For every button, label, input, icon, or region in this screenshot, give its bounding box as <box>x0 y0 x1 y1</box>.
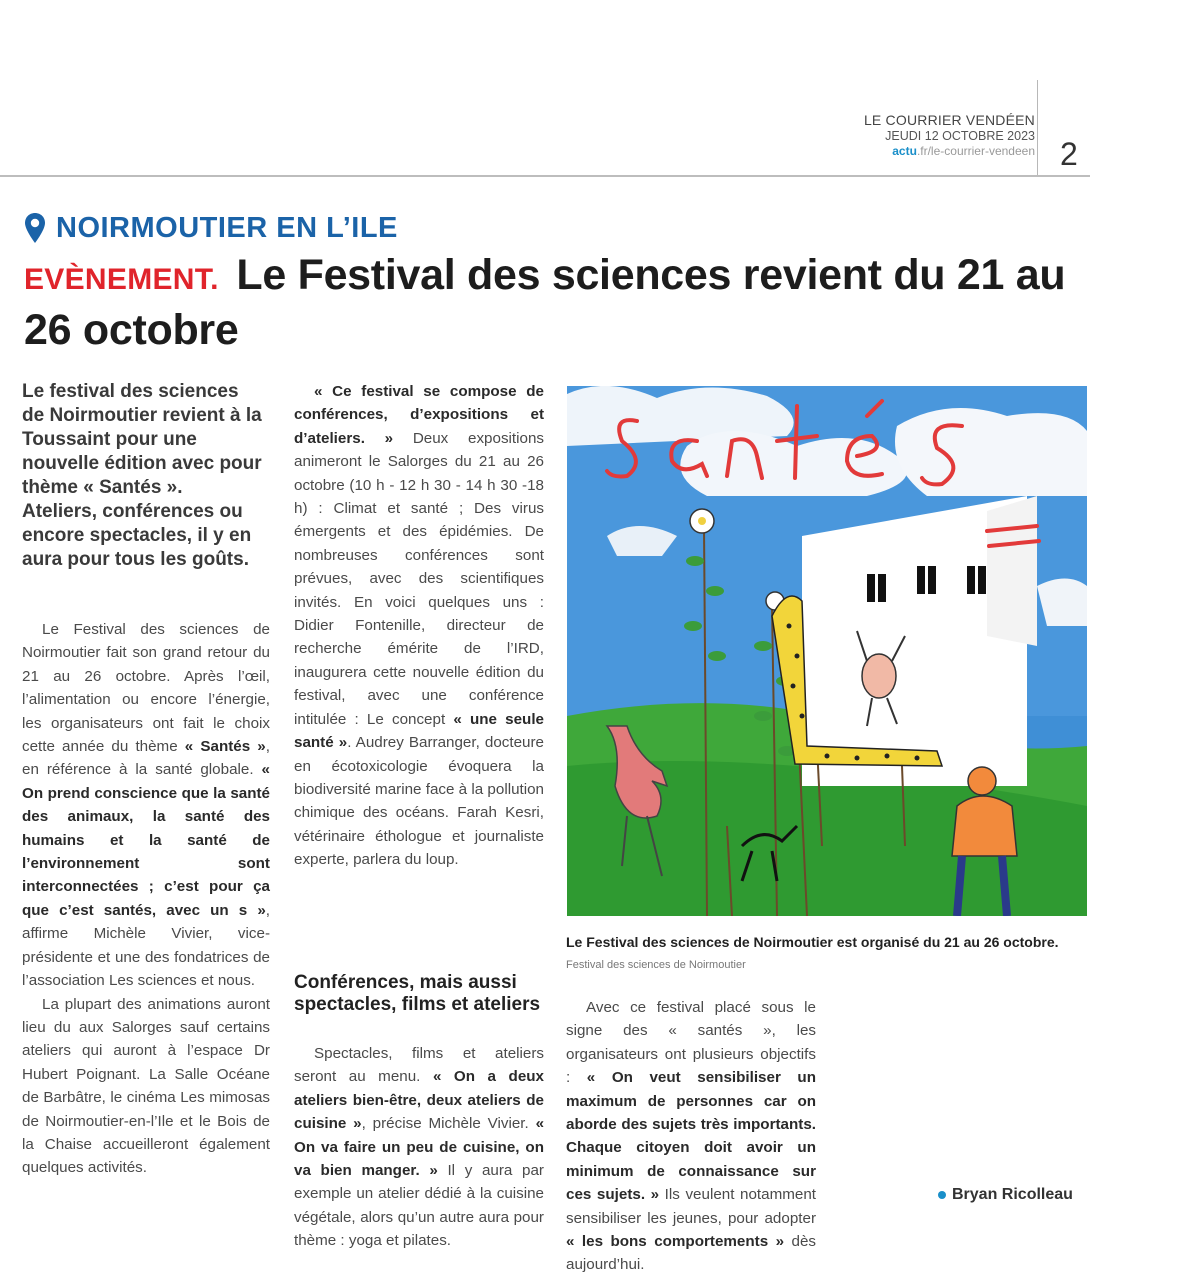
location-label: NOIRMOUTIER EN L’ILE <box>56 211 398 244</box>
map-pin-icon <box>24 212 46 244</box>
festival-poster-image <box>567 386 1087 916</box>
paragraph <box>294 380 544 872</box>
paragraph <box>294 1042 544 1253</box>
text-run: , précise Michèle Vivier. <box>361 1115 536 1133</box>
caption-text: Le Festival des sciences de Noirmoutier est organisé du 21 au 26 octobre. <box>566 934 1059 950</box>
article-column-2 <box>294 380 544 872</box>
text-run: , en référence à la santé globale. <box>22 738 270 779</box>
headline-text: Le Festival des sciences revient du 21 au 26 octobre <box>24 251 1066 354</box>
quote-run: « On prend conscience que la santé des animaux, la santé des humains et la santé de l’environnement sont interconnectées ; c’est pour ça que c’est santés, avec un s » <box>22 761 270 919</box>
text-run: Avec ce festival placé sous le signe des « santés », les organisateurs ont plusieurs objectifs : <box>566 999 816 1087</box>
text-run: Il y aura par exemple un atelier dédié à la cuisine végétale, alors qu’un autre aura pour thème : yoga et pilates. <box>294 1162 544 1250</box>
article-column-1 <box>22 618 270 1180</box>
page-number: 2 <box>1060 136 1078 172</box>
page-header <box>840 112 1035 159</box>
actu-label: actu <box>892 144 917 158</box>
site-line <box>840 144 1035 159</box>
quote-run: « On veut sensibiliser un maximum de personnes car on aborde des sujets très importants. Chaque citoyen doit avoir un minimum de connaissance sur ces sujets. » <box>566 1069 816 1204</box>
headline-kicker: EVÈNEMENT. <box>24 263 219 296</box>
text-run: . Audrey Barranger, docteure en écotoxicologie évoquera la biodiversité marine face à la pollution chimique des océans. Farah Kesri, vétérinaire éthologue et journaliste experte, parlera du loup. <box>294 734 545 869</box>
article-lead: Le festival des sciences de Noirmoutier revient à la Toussaint pour une nouvelle édition avec pour thème « Santés ». Ateliers, conférences ou encore spectacles, il y en aura pour tous les goûts. <box>22 381 262 570</box>
article-column-3 <box>566 996 816 1277</box>
article-column-2-continued <box>294 1042 544 1253</box>
text-run: dès aujourd’hui. <box>566 1233 816 1274</box>
site-url: .fr/le-courrier-vendeen <box>916 144 1035 158</box>
text-run: Ils veulent notamment sensibiliser les jeunes, pour adopter <box>566 1186 817 1227</box>
paragraph <box>566 996 816 1277</box>
subheading: Conférences, mais aussi spectacles, films et ateliers <box>294 972 541 1015</box>
header-divider <box>1037 80 1038 175</box>
article-byline <box>938 1186 1073 1204</box>
publication-name: LE COURRIER VENDÉEN <box>863 112 1035 128</box>
quote-run: « une seule santé » <box>294 710 544 752</box>
header-rule <box>0 175 1090 177</box>
author-name: Bryan Ricolleau <box>952 1186 1073 1203</box>
quote-run: « On a deux ateliers bien-être, deux ateliers de cuisine » <box>294 1068 544 1133</box>
article-headline <box>24 250 1084 355</box>
quote-run: « On va faire un peu de cuisine, on va bien manger. » <box>294 1115 545 1180</box>
photo-credit: Festival des sciences de Noirmoutier <box>566 959 746 971</box>
quote-run: « les bons comportements » <box>566 1233 785 1251</box>
text-run: Le Festival des sciences de Noirmoutier fait son grand retour du 21 au 26 octobre. Après l’œil, l’alimentation ou encore l’énergie, les organisateurs ont fait le choix cette année du thème <box>22 621 270 756</box>
text-run: Deux expositions animeront le Salorges du 21 au 26 octobre (10 h - 12 h 30 - 14 h 30 -18 h) : Climat et santé ; Des virus émergents et des épidémies. De nombreuses conférences sont prévues, avec des scientifiques invités. En voici quelques uns : Didier Fontenille, directeur de recherche émérite de l’IRD, inaugurera cette nouvelle édition du festival, avec une conférence intitulée : Le concept <box>294 429 544 728</box>
quote-run: « Ce festival se compose de conférences, d’expositions et d’ateliers. » <box>294 383 544 447</box>
photo-caption <box>566 932 1086 976</box>
paragraph <box>22 618 270 993</box>
byline-bullet-icon <box>938 1191 946 1199</box>
text-run: Spectacles, films et ateliers seront au menu. <box>294 1045 544 1086</box>
quote-run: « Santés » <box>184 738 266 756</box>
location-kicker <box>24 208 398 248</box>
text-run: , affirme Michèle Vivier, vice-présidente et une des fondatrices de l’association Les sciences et nous. <box>22 901 270 990</box>
issue-date: JEUDI 12 OCTOBRE 2023 <box>885 129 1035 143</box>
paragraph: La plupart des animations auront lieu du aux Salorges sauf certains ateliers qui auront à l’espace Dr Hubert Poignant. La Salle Océane de Barbâtre, le cinéma Les mimosas de Noirmoutier-en-l’Ile et le Bois de la Chaise accueilleront également quelques activités. <box>22 995 270 1177</box>
